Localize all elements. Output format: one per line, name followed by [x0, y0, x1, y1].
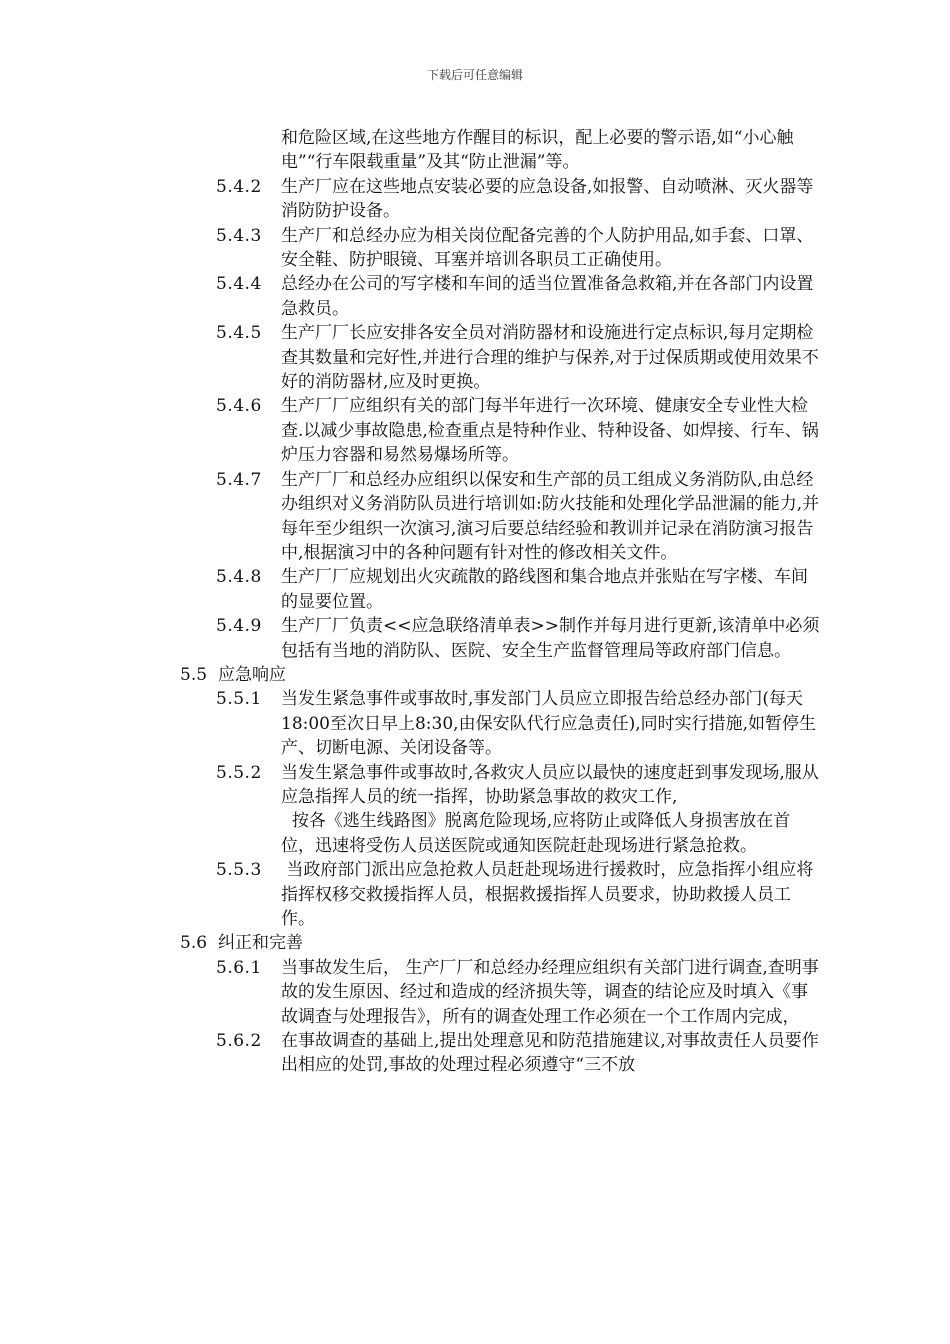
section-5-6-heading — [180, 931, 950, 955]
clause-5-4-6 — [216, 394, 950, 467]
clause-number: 5.6.1 — [216, 957, 262, 978]
clause-number: 5.5.1 — [216, 689, 262, 710]
clause-text: 在事故调查的基础上,提出处理意见和防范措施建议,对事故责任人员要作出相应的处罚,事故的处理过程必须遵守“三不放 — [281, 1031, 819, 1076]
clause-text: 生产厂厂应规划出火灾疏散的路线图和集合地点并张贴在写字楼、车间的显要位置。 — [281, 567, 808, 612]
clause-number: 5.4.7 — [216, 469, 262, 490]
clause-number: 5.4.6 — [216, 396, 262, 417]
clause-5-6-1 — [216, 956, 950, 1029]
clause-number: 5.4.3 — [216, 225, 262, 246]
clause-number: 5.4.4 — [216, 274, 262, 295]
clause-5-4-5 — [216, 321, 950, 394]
page-header-note: 下载后可任意编辑 — [426, 68, 523, 82]
clause-number: 5.6.2 — [216, 1031, 262, 1052]
clause-number: 5.4.9 — [216, 616, 262, 637]
clause-5-4-7 — [216, 468, 950, 566]
clause-5-5-1 — [216, 687, 950, 760]
document-body — [0, 126, 950, 1078]
clause-5-4-9 — [216, 614, 950, 663]
clause-text: 当事故发生后， 生产厂厂和总经办经理应组织有关部门进行调查,查明事故的发生原因、经过和造成的经济损失等，调查的结论应及时填入《事故调查与处理报告》，所有的调查处理工作必须在一个工作周内完成， — [281, 957, 819, 1027]
section-number: 5.6 — [180, 933, 208, 954]
clause-number: 5.4.2 — [216, 176, 262, 197]
section-number: 5.5 — [180, 664, 208, 685]
clause-number: 5.5.2 — [216, 762, 262, 783]
clause-number: 5.4.8 — [216, 567, 262, 588]
clause-5-5-3 — [216, 858, 950, 931]
clause-text: 生产厂厂应组织有关的部门每半年进行一次环境、健康安全专业性大检查.以减少事故隐患,检查重点是特种作业、特种设备、如焊接、行车、锅炉压力容器和易然易爆场所等。 — [281, 396, 819, 466]
clause-number: 5.4.5 — [216, 323, 262, 344]
clause-text: 总经办在公司的写字楼和车间的适当位置准备急救箱,并在各部门内设置急救员。 — [281, 274, 814, 319]
clause-5-6-2 — [216, 1029, 950, 1078]
clause-number: 5.5.3 — [216, 860, 262, 881]
clause-text: 生产厂厂负责<<应急联络清单表>>制作并每月进行更新,该清单中必须包括有当地的消防队、医院、安全生产监督管理局等政府部门信息。 — [281, 616, 820, 661]
clause-text: 生产厂厂长应安排各安全员对消防器材和设施进行定点标识,每月定期检查其数量和完好性,并进行合理的维护与保养,对于过保质期或使用效果不好的消防器材,应及时更换。 — [281, 323, 819, 393]
section-title: 纠正和完善 — [218, 933, 303, 954]
section-5-5-heading — [180, 663, 950, 687]
section-title: 应急响应 — [218, 664, 286, 685]
clause-text: 生产厂应在这些地点安装必要的应急设备,如报警、自动喷淋、灭火器等消防防护设备。 — [281, 176, 814, 222]
clause-5-5-2 — [216, 761, 950, 859]
clause-5-4-4 — [216, 272, 950, 321]
clause-5-4-8 — [216, 565, 950, 614]
clause-5-4-2 — [216, 175, 950, 224]
clause-5-4-3 — [216, 224, 950, 273]
clause-text: 当发生紧急事件或事故时,各救灾人员应以最快的速度赶到事发现场,服从应急指挥人员的统一指挥，协助紧急事故的救灾工作, 按各《逃生线路图》脱离危险现场,应将防止或降低人身损害放在首位，迅速将受伤人员送医院或通知医院赶赴现场进行紧急抢救。 — [281, 762, 819, 856]
clause-text: 生产厂和总经办应为相关岗位配备完善的个人防护用品,如手套、口罩、安全鞋、防护眼镜、耳塞并培训各职员工正确使用。 — [281, 225, 814, 271]
clause-text: 当发生紧急事件或事故时,事发部门人员应立即报告给总经办部门(每天18:00至次日早上8:30,由保安队代行应急责任),同时实行措施,如暂停生产、切断电源、关闭设备等。 — [281, 689, 817, 759]
clause-text: 生产厂厂和总经办应组织以保安和生产部的员工组成义务消防队,由总经办组织对义务消防队员进行培训如:防火技能和处理化学品泄漏的能力,并每年至少组织一次演习,演习后要总结经验和教训并记录在消防演习报告中,根据演习中的各种问题有针对性的修改相关文件。 — [281, 469, 820, 563]
clause-text: 当政府部门派出应急抢救人员赶赴现场进行援救时，应急指挥小组应将指挥权移交救援指挥人员，根据救援指挥人员要求，协助救援人员工作。 — [281, 860, 814, 929]
intro-paragraph: 和危险区域,在这些地方作醒目的标识，配上必要的警示语,如“小心触电”“行车限载重量”及其“防止泄漏”等。 — [281, 128, 794, 173]
